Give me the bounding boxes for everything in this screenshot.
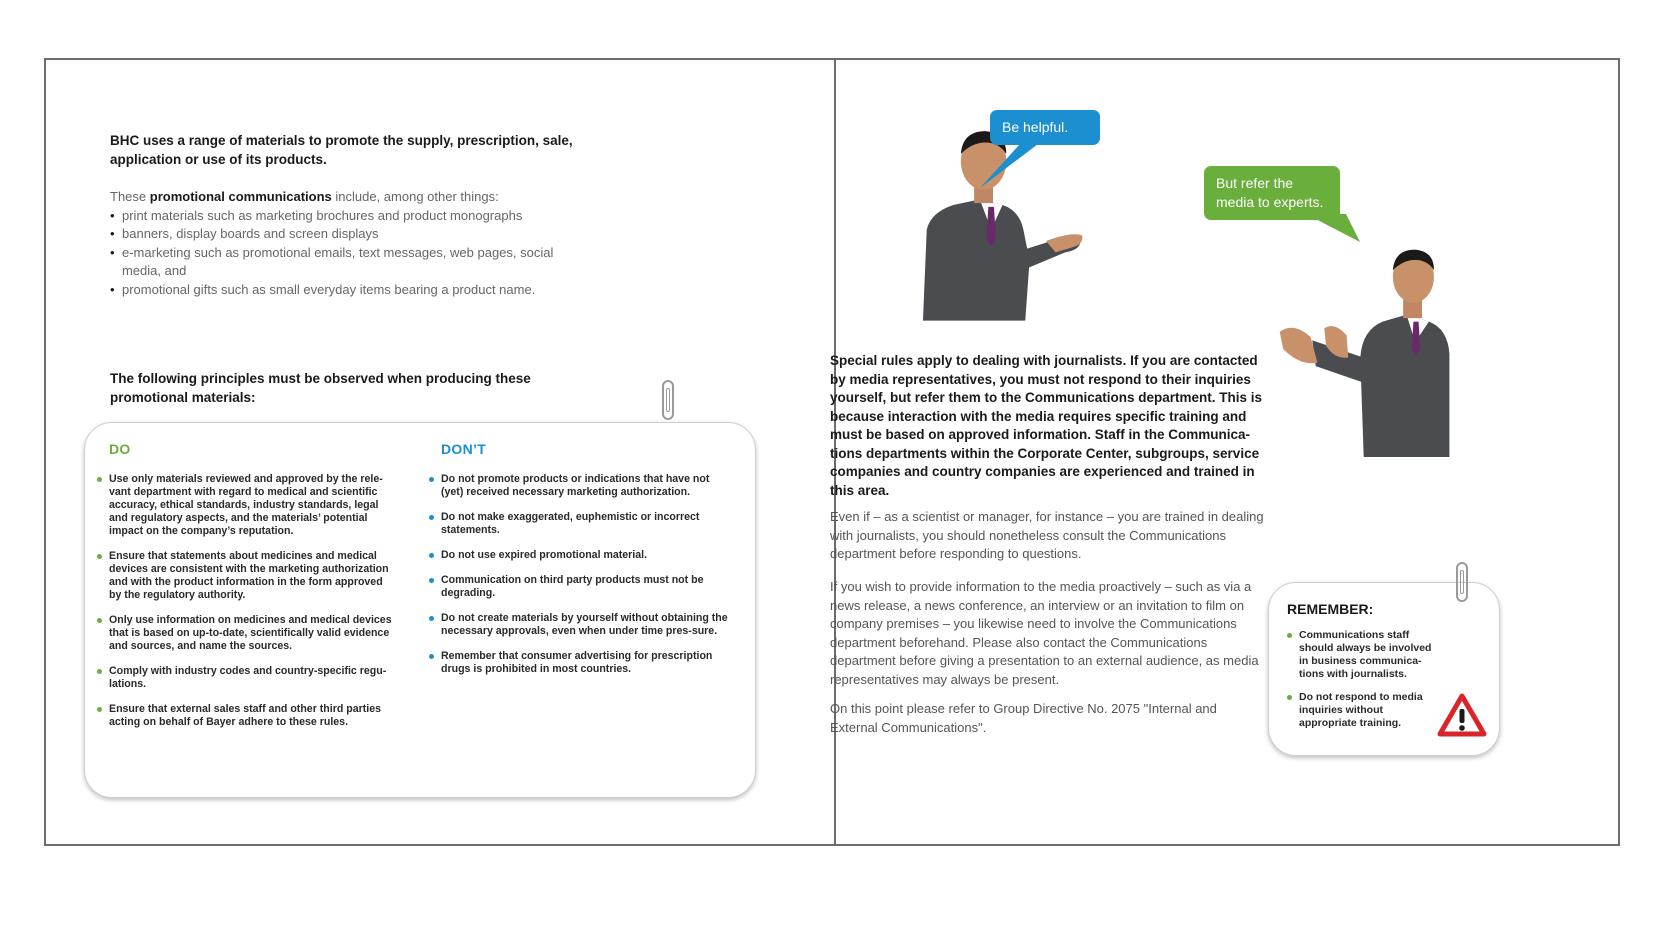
bubble-text: But refer the media to experts. — [1216, 175, 1324, 210]
list-item: Do not promote products or indications that have not (yet) received necessary marketing authorization. — [429, 473, 729, 499]
list-item: • e-marketing such as promotional emails, text messages, web pages, social media, and — [110, 244, 580, 281]
speech-bubble-blue — [990, 110, 1100, 145]
list-item: Ensure that statements about medicines and medical devices are consistent with the marketing authorization and with the product information in the form approved by the regulatory authority. — [97, 550, 397, 602]
list-item: Communications staff should always be involved in business communica-tions with journalists. — [1287, 629, 1443, 681]
do-list — [97, 473, 397, 741]
list-item: Do not respond to media inquiries without appropriate training. — [1287, 691, 1443, 730]
list-item: Only use information on medicines and medical devices that is based on up-to-date, scientifically valid evidence and sources, and name the sources. — [97, 614, 397, 653]
list-item: • print materials such as marketing brochures and product monographs — [110, 207, 580, 226]
dont-list — [429, 473, 729, 688]
intro-pre: These — [110, 189, 150, 204]
list-item: Communication on third party products must not be degrading. — [429, 574, 729, 600]
paperclip-icon — [1456, 562, 1468, 602]
dont-heading: DON’T — [441, 441, 487, 457]
do-dont-card — [84, 422, 756, 798]
intro-body — [110, 188, 580, 299]
businessman-illustration — [1278, 210, 1458, 476]
list-item: • banners, display boards and screen displays — [110, 225, 580, 244]
intro-lead: BHC uses a range of materials to promote the supply, prescription, sale, application or use of its products. — [110, 133, 573, 167]
warning-triangle-icon — [1437, 693, 1487, 737]
speech-bubble-green — [1204, 166, 1340, 220]
list-item: Remember that consumer advertising for prescription drugs is prohibited in most countries. — [429, 650, 729, 676]
bubble-tail — [980, 144, 1040, 188]
list-item: Comply with industry codes and country-specific regu-lations. — [97, 665, 397, 691]
bubble-tail — [1286, 214, 1366, 244]
list-item: Use only materials reviewed and approved by the rele-vant department with regard to medical and scientific accuracy, ethical standards, industry standards, legal and regulatory aspects, and the materials’ potential impact on the company’s reputation. — [97, 473, 397, 538]
directive-paragraph: On this point please refer to Group Directive No. 2075 "Internal and External Communications". — [830, 701, 1217, 735]
remember-card — [1268, 582, 1500, 756]
paperclip-icon — [662, 380, 674, 420]
intro-list — [110, 207, 580, 300]
list-item: Do not create materials by yourself without obtaining the necessary approvals, even when under time pres-sure. — [429, 612, 729, 638]
principles-heading: The following principles must be observed when producing these promotional materials: — [110, 371, 531, 405]
list-item: • promotional gifts such as small everyday items bearing a product name. — [110, 281, 580, 300]
intro-post: include, among other things: — [331, 189, 499, 204]
list-item: Ensure that external sales staff and other third parties acting on behalf of Bayer adhere to these rules. — [97, 703, 397, 729]
remember-title: REMEMBER: — [1287, 601, 1374, 617]
proactive-paragraph: If you wish to provide information to the media proactively – such as via a news release, a news conference, an interview or an invitation to film on company premises – you likewise need to involve the Communications department beforehand. Please also contact the Communications department before giving a presentation to an external audience, as media representatives may always be present. — [830, 579, 1259, 687]
intro-sentence — [110, 188, 580, 207]
do-heading: DO — [109, 441, 131, 457]
intro-bold: promotional communications — [149, 189, 332, 204]
journalists-paragraph: Special rules apply to dealing with journalists. If you are contacted by media representatives, you must not respond to their inquiries yourself, but refer them to the Communications department. This is because interaction with the media requires specific training and must be based on approved information. Staff in the Communica-tions departments within the Corporate Center, subgroups, service companies and country companies are experienced and trained in this area. — [830, 353, 1263, 498]
bubble-text: Be helpful. — [1002, 119, 1069, 135]
list-item: Do not use expired promotional material. — [429, 549, 729, 562]
document-spread — [44, 58, 1620, 846]
remember-list — [1287, 629, 1443, 740]
consult-paragraph: Even if – as a scientist or manager, for instance – you are trained in dealing with journalists, you should nonetheless consult the Communications department before responding to questions. — [830, 509, 1264, 561]
list-item: Do not make exaggerated, euphemistic or incorrect statements. — [429, 511, 729, 537]
